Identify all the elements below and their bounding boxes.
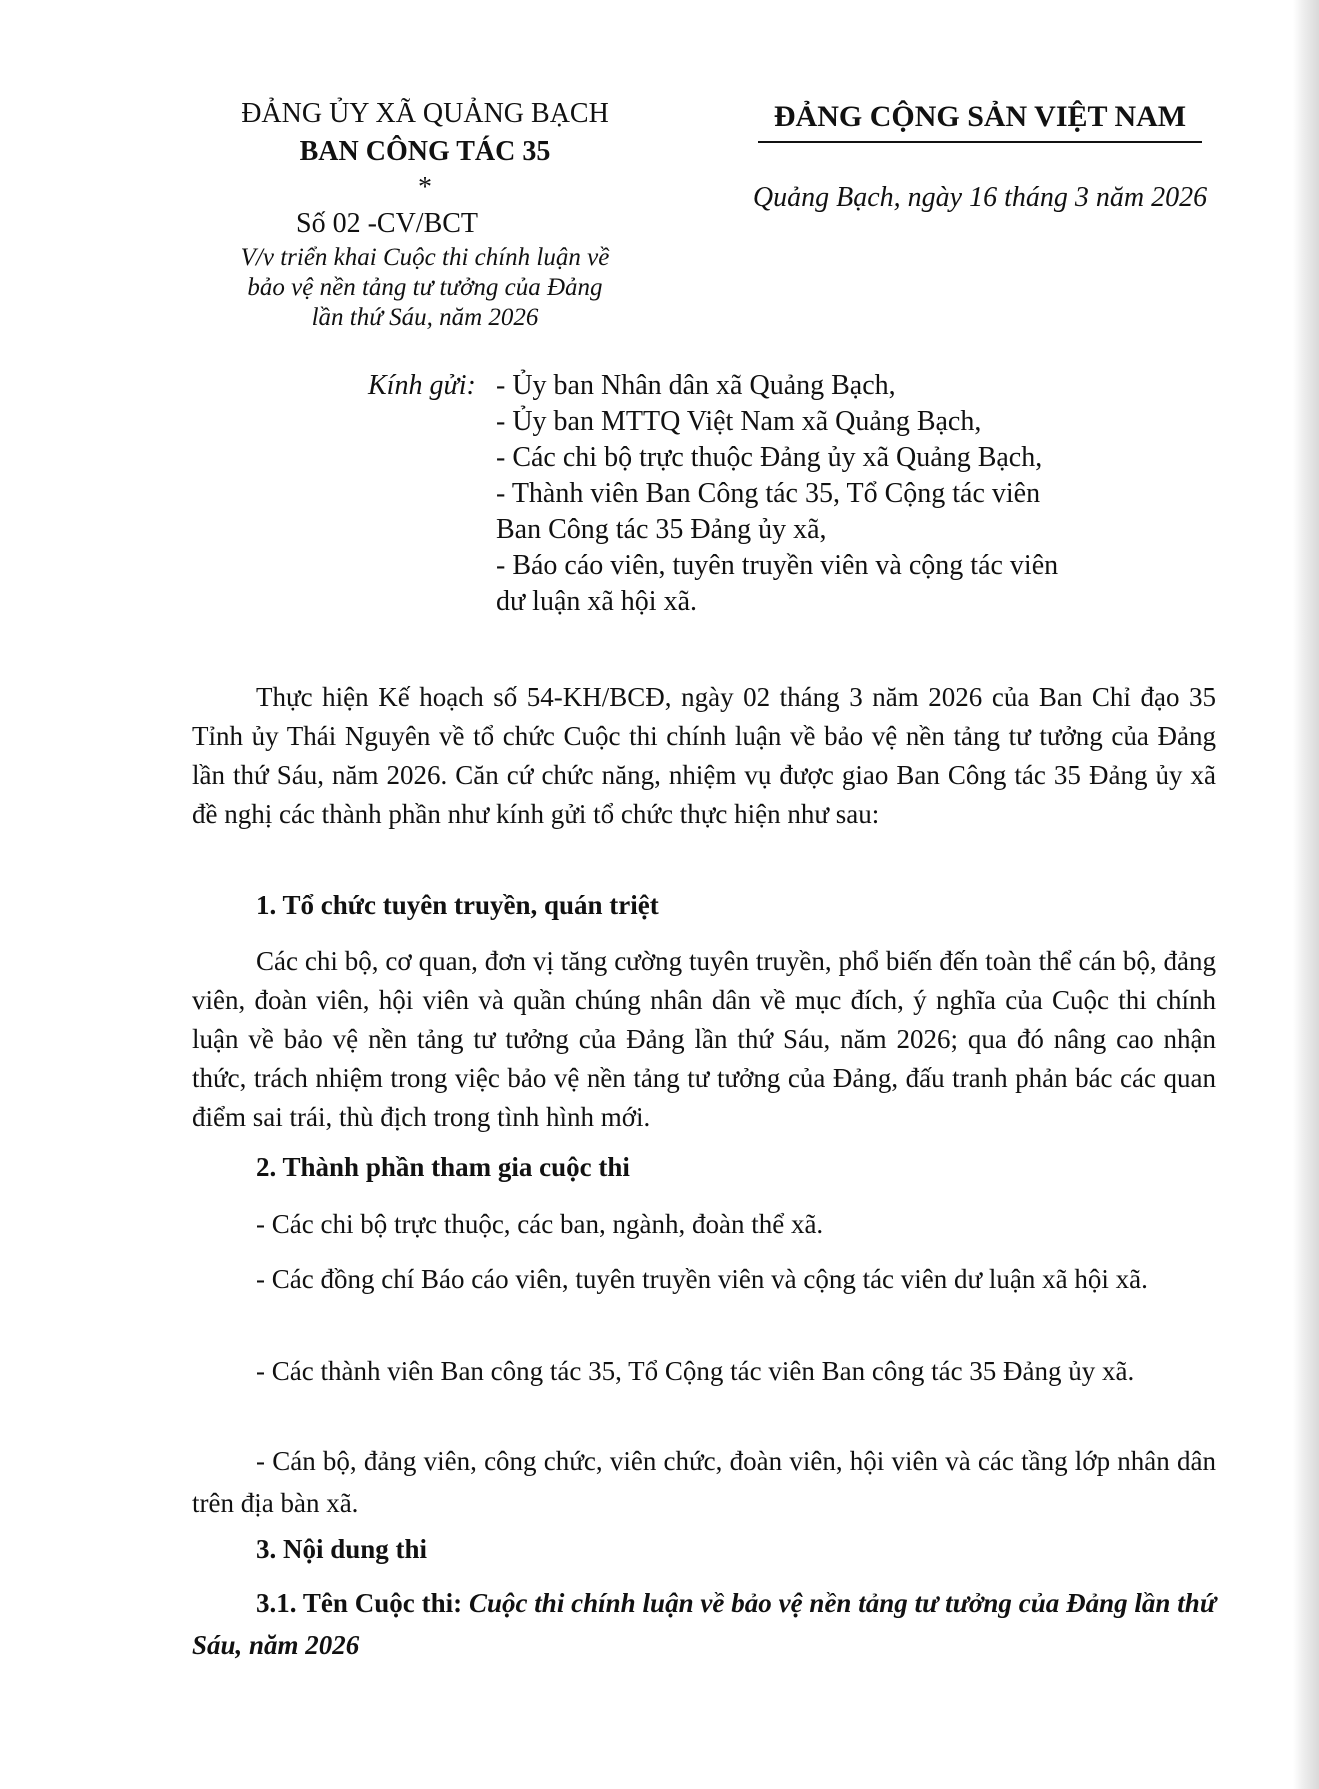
participant-item: - Các đồng chí Báo cáo viên, tuyên truyền viên và cộng tác viên dư luận xã hội xã.: [256, 1264, 1148, 1294]
subject-line-1: V/v triển khai Cuộc thi chính luận về: [240, 244, 610, 271]
org-star: *: [418, 172, 432, 203]
section-3-1-label: 3.1. Tên Cuộc thi:: [256, 1588, 469, 1618]
doc-number: Số 02 -CV/BCT: [296, 208, 479, 239]
participant-item: - Cán bộ, đảng viên, công chức, viên chức, đoàn viên, hội viên và các tầng lớp nhân dân trên địa bàn xã.: [192, 1446, 1216, 1518]
place-date: Quảng Bạch, ngày 16 tháng 3 năm 2026: [752, 182, 1208, 213]
subject-line-2: bảo vệ nền tảng tư tưởng của Đảng: [247, 274, 603, 301]
party-name-underline: [758, 141, 1202, 143]
org-name: BAN CÔNG TÁC 35: [299, 136, 551, 167]
intro-paragraph: Thực hiện Kế hoạch số 54-KH/BCĐ, ngày 02 tháng 3 năm 2026 của Ban Chỉ đạo 35 Tỉnh ủy Thái Nguyên về tổ chức Cuộc thi chính luận về bảo vệ nền tảng tư tưởng của Đảng lần thứ Sáu, năm 2026. Căn cứ chức năng, nhiệm vụ được giao Ban Công tác 35 Đảng ủy xã đề nghị các thành phần như kính gửi tổ chức thực hiện như sau:: [192, 682, 1216, 829]
recipients-label: Kính gửi:: [368, 370, 476, 401]
recipient-line: dư luận xã hội xã.: [496, 586, 698, 617]
page-edge-shadow: [1293, 0, 1319, 1789]
recipient-line: - Ủy ban Nhân dân xã Quảng Bạch,: [496, 370, 896, 401]
participant-item: - Các thành viên Ban công tác 35, Tổ Cộng tác viên Ban công tác 35 Đảng ủy xã.: [256, 1356, 1135, 1386]
participant-item: - Các chi bộ trực thuộc, các ban, ngành, đoàn thể xã.: [256, 1209, 824, 1239]
section-2-title: 2. Thành phần tham gia cuộc thi: [256, 1152, 630, 1182]
recipient-line: Ban Công tác 35 Đảng ủy xã,: [496, 514, 827, 545]
org-parent: ĐẢNG ỦY XÃ QUẢNG BẠCH: [241, 98, 609, 129]
recipient-line: - Thành viên Ban Công tác 35, Tổ Cộng tác viên: [496, 478, 1041, 509]
recipient-line: - Báo cáo viên, tuyên truyền viên và cộng tác viên: [496, 550, 1059, 581]
subject-line-3: lần thứ Sáu, năm 2026: [311, 304, 539, 331]
party-name: ĐẢNG CỘNG SẢN VIỆT NAM: [773, 100, 1187, 133]
section-3-title: 3. Nội dung thi: [256, 1534, 428, 1564]
section-3-1-value: Cuộc thi chính luận về bảo vệ nền tảng tư tưởng của Đảng lần thứ Sáu, năm 2026: [192, 1588, 1216, 1660]
section-1-title: 1. Tổ chức tuyên truyền, quán triệt: [256, 890, 659, 920]
recipient-line: - Ủy ban MTTQ Việt Nam xã Quảng Bạch,: [496, 406, 982, 437]
section-3-1: [192, 1582, 1216, 1666]
recipient-line: - Các chi bộ trực thuộc Đảng ủy xã Quảng Bạch,: [496, 442, 1043, 473]
section-1-text: Các chi bộ, cơ quan, đơn vị tăng cường tuyên truyền, phổ biến đến toàn thể cán bộ, đảng viên, đoàn viên, hội viên và quần chúng nhân dân về mục đích, ý nghĩa của Cuộc thi chính luận về bảo vệ nền tảng tư tưởng của Đảng lần thứ Sáu, năm 2026; qua đó nâng cao nhận thức, trách nhiệm trong việc bảo vệ nền tảng tư tưởng của Đảng, đấu tranh phản bác các quan điểm sai trái, thù địch trong tình hình mới.: [192, 946, 1216, 1132]
